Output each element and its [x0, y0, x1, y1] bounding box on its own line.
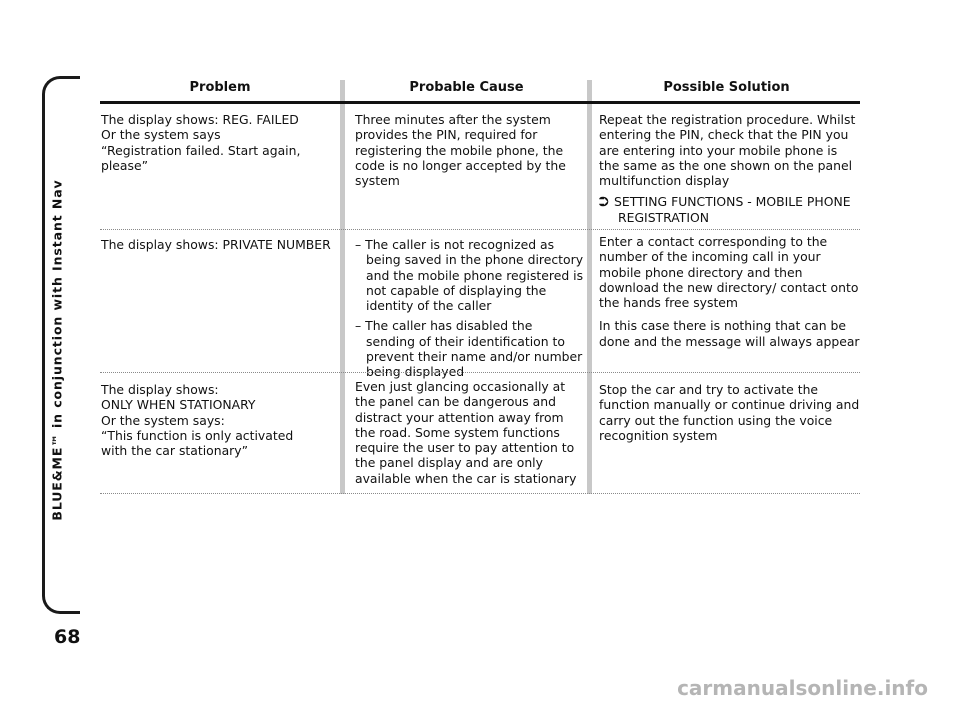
header-problem: Problem: [189, 80, 251, 95]
row3-solution-text: Stop the car and try to activate the function manually or continue driving and carry out the function using the voice recognition system: [599, 382, 860, 443]
row3-problem-line: Or the system says:: [101, 412, 225, 428]
section-title-text: BLUE&ME™ in conjunction with Instant Nav: [49, 179, 65, 521]
row1-problem-line: Or the system says: [101, 127, 221, 143]
row1-problem-line: “Registration failed. Start again,: [101, 142, 301, 158]
row3-problem-line: with the car stationary”: [101, 443, 249, 459]
right-arrow-icon: ⮊: [599, 194, 609, 210]
row2-cause: [355, 237, 585, 380]
row1-cause-text: Three minutes after the system provides the PIN, required for registering the mobile phone, the code is no longer accepted by the system: [355, 112, 566, 189]
column-divider-1: [340, 80, 345, 494]
row2-solution: [599, 234, 861, 349]
row1-solution-reference-text: SETTING FUNCTIONS - MOBILE PHONE REGISTRATION: [614, 194, 851, 225]
header-rule: [100, 101, 860, 104]
row3-problem-line: “This function is only activated: [101, 427, 294, 443]
row1-problem-line: The display shows: REG. FAILED: [101, 112, 299, 127]
row2-problem: [101, 237, 337, 252]
row3-solution: [599, 382, 861, 443]
row2-problem-line: The display shows: PRIVATE NUMBER: [101, 237, 331, 252]
row-divider: [100, 372, 860, 373]
watermark: carmanualsonline.info: [677, 676, 928, 700]
row2-cause-item: – The caller is not recognized as being saved in the phone directory and the mobile phone registered is not capable of displaying the identity of the caller: [355, 237, 584, 314]
row1-solution-text: Repeat the registration procedure. Whilst entering the PIN, check that the PIN you are entering into your mobile phone is the same as the one shown on the panel multifunction display: [599, 112, 856, 189]
row3-problem: [101, 382, 337, 458]
row2-solution-text: Enter a contact corresponding to the number of the incoming call in your mobile phone directory and then download the new directory/ contact onto the hands free system: [599, 234, 859, 311]
header-probable-cause: Probable Cause: [409, 80, 524, 95]
row1-problem-line: please”: [101, 157, 149, 173]
row3-cause: [355, 379, 585, 486]
row3-problem-line: ONLY WHEN STATIONARY: [101, 397, 256, 413]
header-possible-solution: Possible Solution: [663, 80, 790, 95]
row3-problem-line: The display shows:: [101, 382, 219, 397]
row1-solution-reference: [599, 194, 861, 225]
row-divider: [100, 229, 860, 230]
column-divider-2: [587, 80, 592, 494]
section-title-vertical: [42, 180, 72, 520]
row2-solution-text: In this case there is nothing that can be done and the message will always appear: [599, 318, 860, 349]
row-divider: [100, 493, 860, 494]
page-number: 68: [54, 626, 81, 648]
row1-problem: [101, 112, 337, 173]
row2-cause-item: – The caller has disabled the sending of their identification to prevent their name and/or number being displayed: [355, 318, 583, 380]
row1-cause: [355, 112, 585, 188]
row3-cause-text: Even just glancing occasionally at the panel can be dangerous and distract your attention away from the road. Some system functions require the user to pay attention to the panel display and are only available when the car is stationary: [355, 379, 577, 486]
row1-solution: [599, 112, 861, 225]
